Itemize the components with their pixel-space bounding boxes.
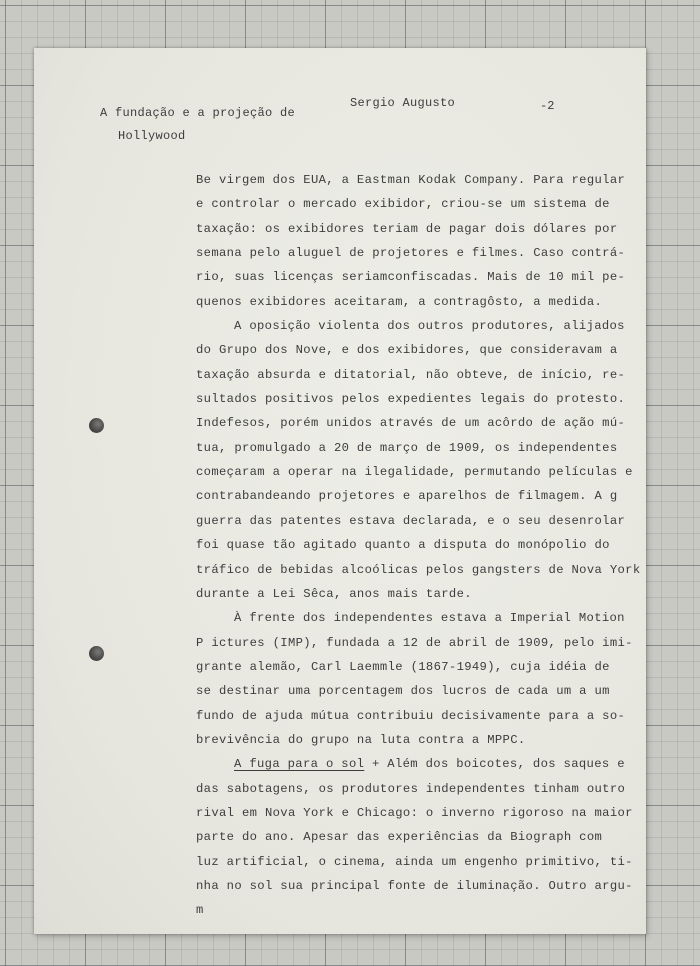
text-line: quenos exibidores aceitaram, a contragôsto, a medida.	[196, 294, 603, 309]
document-title	[100, 102, 295, 148]
document-page	[34, 48, 646, 934]
text-line: grante alemão, Carl Laemmle (1867-1949), cuja idéia de	[196, 659, 610, 674]
text-line: tráfico de bebidas alcoólicas pelos gangsters de Nova York	[196, 562, 641, 577]
text-line: brevivência do grupo na luta contra a MPPC.	[196, 732, 526, 747]
text-line: luz artificial, o cinema, ainda um engenho primitivo, ti-	[196, 854, 633, 869]
text-line: guerra das patentes estava declarada, e o seu desenrolar	[196, 513, 626, 528]
binder-hole	[89, 646, 104, 661]
text-line: foi quase tão agitado quanto a disputa do monópolio do	[196, 538, 610, 553]
text-line: semana pelo aluguel de projetores e filmes. Caso contrá-	[196, 246, 626, 261]
body-text	[196, 168, 641, 923]
text-line: do Grupo dos Nove, e dos exibidores, que consideravam a	[196, 343, 618, 358]
text-line: começaram a operar na ilegalidade, permutando películas e	[196, 465, 633, 480]
text-line: fundo de ajuda mútua contribuiu decisivamente para a so-	[196, 708, 626, 723]
paragraph-start-line: À frente dos independentes estava a Imperial Motion	[234, 611, 625, 626]
text-line: sultados positivos pelos expedientes legais do protesto.	[196, 392, 626, 407]
text-line: taxação: os exibidores teriam de pagar dois dólares por	[196, 221, 618, 236]
text-line: rio, suas licenças seriamconfiscadas. Mais de 10 mil pe-	[196, 270, 626, 285]
text-line: contrabandeando projetores e aparelhos de filmagem. A g	[196, 489, 618, 504]
text-line: e controlar o mercado exibidor, criou-se um sistema de	[196, 197, 610, 212]
text-line: Indefesos, porém unidos através de um acôrdo de ação mú-	[196, 416, 626, 431]
text-line: durante a Lei Sêca, anos mais tarde.	[196, 586, 472, 601]
binder-hole	[89, 418, 104, 433]
text-line: se destinar uma porcentagem dos lucros de cada um a um	[196, 684, 610, 699]
text-line: parte do ano. Apesar das experiências da Biograph com	[196, 830, 603, 845]
page-number: -2	[540, 99, 555, 113]
section-heading-line	[196, 752, 636, 776]
text-line: taxação absurda e ditatorial, não obteve, de início, re-	[196, 367, 626, 382]
text-line: tua, promulgado a 20 de março de 1909, os independentes	[196, 440, 618, 455]
section-heading: A fuga para o sol	[234, 757, 365, 772]
author-name: Sergio Augusto	[350, 96, 456, 110]
title-line-1: A fundação e a projeção de	[100, 106, 296, 120]
text-line: nha no sol sua principal fonte de iluminação. Outro argu-	[196, 878, 633, 893]
text-line: rival em Nova York e Chicago: o inverno rigoroso na maior	[196, 805, 633, 820]
text-line: P ictures (IMP), fundada a 12 de abril de 1909, pelo imi-	[196, 635, 633, 650]
text-line: m	[196, 903, 204, 918]
paragraph-start-line: A oposição violenta dos outros produtores, alijados	[234, 319, 625, 334]
text-line: das sabotagens, os produtores independentes tinham outro	[196, 781, 626, 796]
title-line-2: Hollywood	[118, 129, 186, 143]
section-heading-continuation: + Além dos boicotes, dos saques e	[371, 757, 625, 772]
text-line: Be virgem dos EUA, a Eastman Kodak Company. Para regular	[196, 173, 626, 187]
